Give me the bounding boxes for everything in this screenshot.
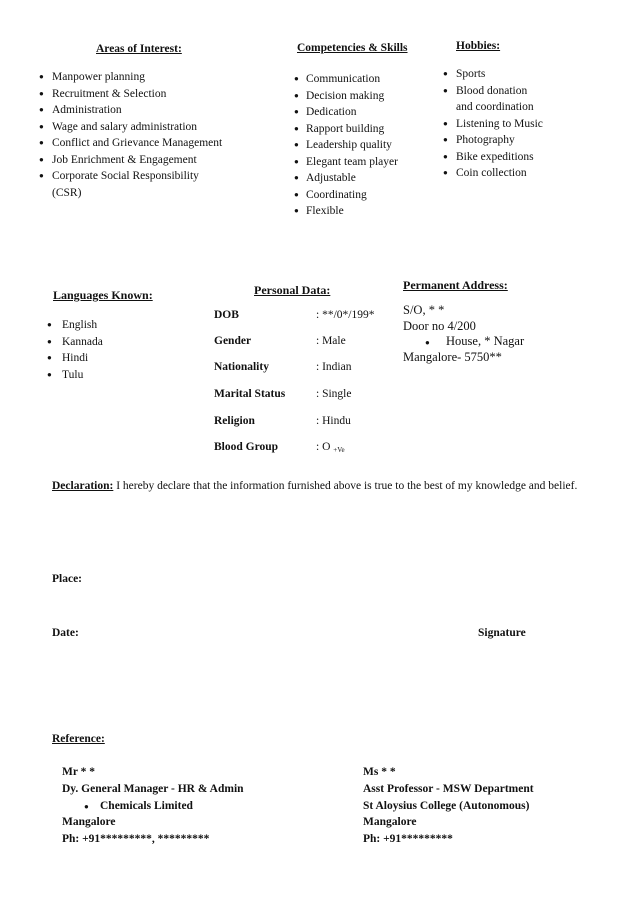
place-label: Place:	[52, 573, 83, 585]
list-item: ● Listening to Music	[456, 116, 616, 133]
personal-label-blood-group: Blood Group	[214, 441, 279, 453]
reference-phone: Ph: +91*********	[363, 833, 453, 846]
reference-org-text: Chemicals Limited	[100, 799, 193, 812]
list-item: ● Flexible	[306, 203, 446, 220]
list-item: ● Corporate Social Responsibility	[52, 168, 282, 185]
address-line: Mangalore- 5750**	[403, 349, 502, 364]
address-line-text: House, * Nagar	[446, 334, 525, 348]
hobbies-heading: Hobbies:	[456, 40, 501, 52]
competencies-heading: Competencies & Skills	[297, 42, 408, 54]
languages-heading: Languages Known:	[53, 288, 153, 302]
personal-label-gender: Gender	[214, 335, 252, 347]
declaration-label: Declaration:	[52, 480, 114, 492]
areas-of-interest-heading: Areas of Interest:	[96, 43, 182, 55]
reference-name: Mr * *	[62, 766, 96, 778]
blood-group-suffix: +Ve	[333, 446, 345, 454]
reference-name: Ms * *	[363, 766, 396, 778]
date-label: Date:	[52, 627, 79, 639]
permanent-address-heading: Permanent Address:	[403, 278, 508, 292]
personal-value-marital: : Single	[316, 388, 352, 400]
reference-right	[363, 764, 613, 848]
list-item: ● English	[62, 317, 182, 334]
list-item: ● Hindi	[62, 350, 182, 367]
list-item: ● Manpower planning	[52, 69, 282, 86]
reference-city: Mangalore	[363, 816, 417, 829]
competencies-list	[306, 71, 446, 220]
personal-label-marital: Marital Status	[214, 388, 286, 400]
areas-of-interest-list	[52, 69, 282, 201]
list-item: ● Coin collection	[456, 165, 616, 182]
signature-label: Signature	[478, 627, 526, 639]
personal-value-religion: : Hindu	[316, 415, 351, 427]
reference-org: St Aloysius College (Autonomous)	[363, 799, 530, 812]
personal-label-nationality: Nationality	[214, 361, 269, 373]
list-item: ● Decision making	[306, 88, 446, 105]
declaration	[52, 477, 597, 496]
list-item: ● Wage and salary administration	[52, 119, 282, 136]
blood-group-value: : O	[316, 441, 331, 453]
list-item: ● Kannada	[62, 334, 182, 351]
list-item: ● Photography	[456, 132, 616, 149]
list-item: ● Conflict and Grievance Management	[52, 135, 282, 152]
address-line	[403, 334, 524, 350]
reference-heading: Reference:	[52, 733, 105, 745]
list-item: ● Administration	[52, 102, 282, 119]
reference-title: Dy. General Manager - HR & Admin	[62, 782, 244, 795]
personal-data-heading: Personal Data:	[254, 283, 331, 297]
reference-org	[62, 798, 332, 815]
list-item: ● Bike expeditions	[456, 149, 616, 166]
list-item: ● Sports	[456, 66, 616, 83]
personal-value-gender: : Male	[316, 335, 346, 347]
declaration-text: I hereby declare that the information furnished above is true to the best of my knowledge and belief.	[113, 480, 578, 492]
personal-value-dob: : **/0*/199*	[316, 309, 375, 321]
personal-value-nationality: : Indian	[316, 361, 352, 373]
personal-value-blood-group	[316, 441, 345, 454]
address-line: Door no 4/200	[403, 318, 476, 333]
list-item: ● Leadership quality	[306, 137, 446, 154]
list-item: ● Recruitment & Selection	[52, 86, 282, 103]
list-item: ● Blood donation	[456, 83, 616, 100]
list-item: ● Elegant team player	[306, 154, 446, 171]
bullet-icon: ●	[84, 801, 89, 811]
list-item: and coordination	[456, 101, 534, 113]
list-item: ● Rapport building	[306, 121, 446, 138]
list-item: ● Adjustable	[306, 170, 446, 187]
reference-title: Asst Professor - MSW Department	[363, 782, 534, 795]
address-line: S/O, * *	[403, 303, 445, 317]
list-item: (CSR)	[52, 186, 82, 199]
languages-list	[62, 317, 182, 383]
hobbies-list	[456, 66, 616, 182]
list-item: ● Tulu	[62, 367, 182, 384]
personal-label-dob: DOB	[214, 309, 239, 321]
bullet-icon: ●	[425, 338, 430, 347]
list-item: ● Coordinating	[306, 187, 446, 204]
permanent-address	[403, 303, 524, 365]
list-item: ● Dedication	[306, 104, 446, 121]
reference-phone: Ph: +91*********, *********	[62, 833, 210, 846]
list-item: ● Communication	[306, 71, 446, 88]
list-item: ● Job Enrichment & Engagement	[52, 152, 282, 169]
personal-label-religion: Religion	[214, 415, 255, 427]
reference-left	[62, 764, 332, 848]
reference-city: Mangalore	[62, 816, 116, 829]
